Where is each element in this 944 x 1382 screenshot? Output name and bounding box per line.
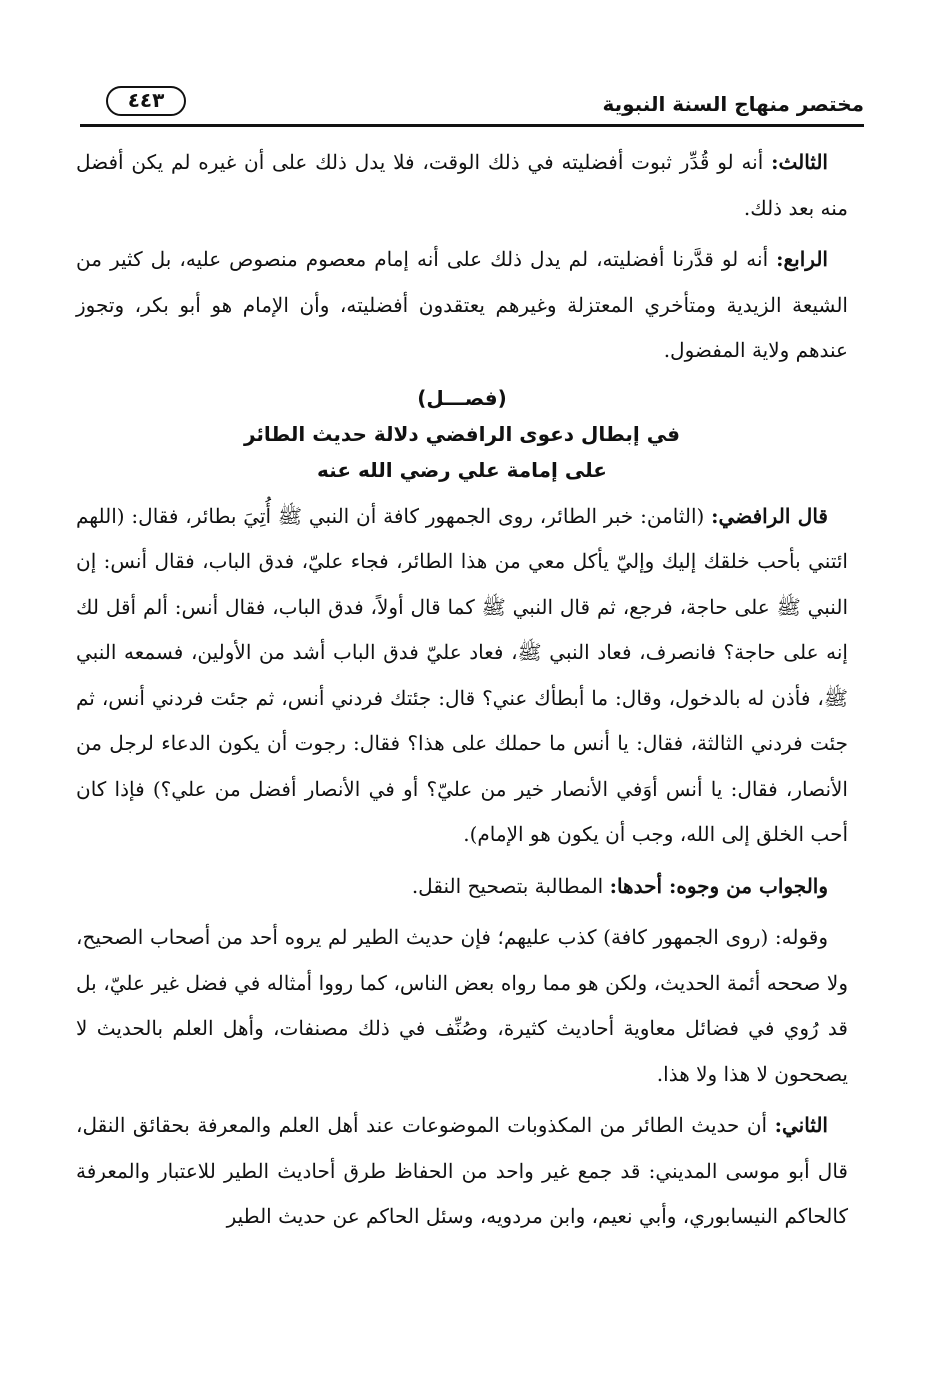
section-title: (فصـــل) <box>417 385 507 410</box>
paragraph-second <box>76 1103 848 1240</box>
paragraph-label: الثالث: <box>771 150 828 174</box>
paragraph-answer-first <box>76 864 848 910</box>
paragraph-text: أنه لو قُدِّر ثبوت أفضليته في ذلك الوقت، فلا يدل ذلك على أن غيره لم يكن أفضل منه بعد ذلك. <box>76 150 848 220</box>
paragraph-text: (الثامن: خبر الطائر، روى الجمهور كافة أن النبي ﷺ أُتِيَ بطائر، فقال: (اللهم ائتني بأحب خلقك إليك وإليّ يأكل معي من هذا الطائر، فجاء عليّ، فدق الباب، فقال أنس: إن النبي ﷺ على حاجة، فرجع، ثم قال النبي ﷺ كما قال أولاً، فدق الباب، فقال أنس: ألم أقل لك إنه على حاجة؟ فانصرف، فعاد النبي ﷺ، فعاد عليّ فدق الباب أشد من الأولين، فسمعه النبي ﷺ، فأذن له بالدخول، وقال: ما أبطأك عني؟ قال: جئتك فردني أنس، ثم جئت فردني أنس، ثم جئت فردني الثالثة، فقال: يا أنس ما حملك على هذا؟ فقال: رجوت أن يكون الدعاء لرجل من الأنصار، فقال: يا أنس أوَفي الأنصار خير من عليّ؟ أو في الأنصار أفضل من علي؟) فإذا كان أحب الخلق إلى الله، وجب أن يكون هو الإمام). <box>76 503 848 846</box>
paragraph-label: الرابع: <box>776 247 828 271</box>
paragraph-text: المطالبة بتصحيح النقل. <box>411 873 610 898</box>
page-number: ٤٤٣ <box>106 86 186 116</box>
header-rule <box>80 124 864 127</box>
paragraph-fourth <box>76 237 848 374</box>
section-subtitle-line1: في إبطال دعوى الرافضي دلالة حديث الطائر <box>243 421 681 446</box>
running-title: مختصر منهاج السنة النبوية <box>602 92 864 116</box>
paragraph-label: الثاني: <box>774 1113 828 1137</box>
paragraph-his-saying <box>76 915 848 1097</box>
paragraph-text: أن حديث الطائر من المكذوبات الموضوعات عند أهل العلم والمعرفة بحقائق النقل، قال أبو موسى المديني: قد جمع غير واحد من الحفاظ طرق أحاديث الطير للاعتبار والمعرفة كالحاكم النيسابوري، وأبي نعيم، وابن مردويه، وسئل الحاكم عن حديث الطير <box>76 1113 848 1228</box>
paragraph-label: قال الرافضي: <box>711 503 828 528</box>
paragraph-rafidi-claim <box>76 494 848 858</box>
paragraph-text: وقوله: (روى الجمهور كافة) كذب عليهم؛ فإن حديث الطير لم يروه أحد من أصحاب الصحيح، ولا صححه أئمة الحديث، ولكن هو مما رواه بعض الناس، كما رووا أمثاله في فضل غير عليّ، بل قد رُوي في فضائل معاوية أحاديث كثيرة، وصُنِّف في ذلك مصنفات، وأهل العلم بالحديث لا يصححون لا هذا ولا هذا. <box>76 925 849 1086</box>
section-heading <box>76 380 848 488</box>
page-header <box>82 82 864 122</box>
paragraph-label: والجواب من وجوه: أحدها: <box>609 873 828 898</box>
paragraph-text: أنه لو قدَّرنا أفضليته، لم يدل ذلك على أنه إمام معصوم منصوص عليه، بل كثير من الشيعة الزيدية ومتأخري المعتزلة وغيرهم يعتقدون أفضليته، وأن الإمام هو أبو بكر، وتجوز عندهم ولاية المفضول. <box>76 247 848 362</box>
section-subtitle-line2: على إمامة علي رضي الله عنه <box>317 457 607 482</box>
page-body <box>76 140 848 1246</box>
paragraph-third <box>76 140 848 231</box>
